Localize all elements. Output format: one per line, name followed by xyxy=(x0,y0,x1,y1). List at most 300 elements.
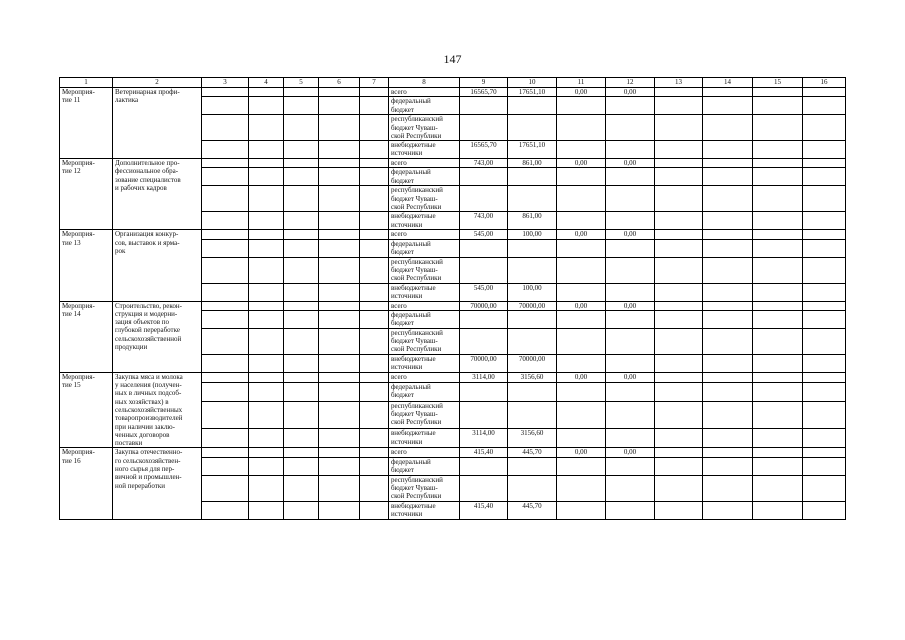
event-name: Организация конкур- сов, выставок и ярма- рок xyxy=(113,230,202,301)
empty-cell xyxy=(360,382,389,401)
column-number: 10 xyxy=(508,78,557,88)
empty-cell xyxy=(360,354,389,372)
empty-cell xyxy=(703,457,753,475)
empty-cell xyxy=(319,257,360,283)
empty-cell xyxy=(249,475,284,501)
funding-source: республиканский бюджет Чуваш- ской Республики xyxy=(389,328,460,354)
amount-c11 xyxy=(557,212,606,230)
empty-cell xyxy=(249,257,284,283)
empty-cell xyxy=(655,257,703,283)
amount-c12: 0,00 xyxy=(606,230,655,239)
empty-cell xyxy=(202,239,249,257)
amount-c11 xyxy=(557,475,606,501)
empty-cell xyxy=(284,115,319,141)
funding-source: внебюджетные источники xyxy=(389,141,460,159)
empty-cell xyxy=(249,230,284,239)
amount-c9 xyxy=(460,382,508,401)
event-name: Закупка мяса и молока у населения (получен- ных в личных подсоб- ных хозяйствах) в сельскохозяйственных товаропроизводителей при наличии заклю- ченных договоров поставки xyxy=(113,372,202,448)
funding-source: всего xyxy=(389,159,460,168)
empty-cell xyxy=(655,501,703,519)
empty-cell xyxy=(202,429,249,448)
amount-c11 xyxy=(557,239,606,257)
funding-source: всего xyxy=(389,88,460,97)
amount-c11 xyxy=(557,354,606,372)
amount-c11 xyxy=(557,382,606,401)
amount-c9: 545,00 xyxy=(460,283,508,301)
column-number: 8 xyxy=(389,78,460,88)
empty-cell xyxy=(655,212,703,230)
empty-cell xyxy=(360,230,389,239)
empty-cell xyxy=(284,310,319,328)
empty-cell xyxy=(655,382,703,401)
empty-cell xyxy=(284,257,319,283)
empty-cell xyxy=(360,168,389,186)
empty-cell xyxy=(319,501,360,519)
event-id: Мероприя- тие 14 xyxy=(60,301,113,372)
column-number: 14 xyxy=(703,78,753,88)
amount-c11 xyxy=(557,328,606,354)
empty-cell xyxy=(803,159,846,168)
table-row xyxy=(60,88,846,97)
empty-cell xyxy=(360,159,389,168)
empty-cell xyxy=(703,401,753,429)
amount-c12 xyxy=(606,382,655,401)
empty-cell xyxy=(703,239,753,257)
empty-cell xyxy=(360,97,389,115)
empty-cell xyxy=(202,501,249,519)
empty-cell xyxy=(202,168,249,186)
empty-cell xyxy=(284,168,319,186)
empty-cell xyxy=(753,97,803,115)
empty-cell xyxy=(655,401,703,429)
empty-cell xyxy=(703,283,753,301)
empty-cell xyxy=(703,501,753,519)
amount-c10 xyxy=(508,257,557,283)
empty-cell xyxy=(202,301,249,310)
column-number: 3 xyxy=(202,78,249,88)
column-number: 5 xyxy=(284,78,319,88)
amount-c11 xyxy=(557,115,606,141)
amount-c11 xyxy=(557,186,606,212)
empty-cell xyxy=(753,372,803,382)
amount-c12 xyxy=(606,475,655,501)
column-number: 2 xyxy=(113,78,202,88)
empty-cell xyxy=(703,448,753,457)
empty-cell xyxy=(319,301,360,310)
empty-cell xyxy=(753,457,803,475)
empty-cell xyxy=(202,401,249,429)
empty-cell xyxy=(803,354,846,372)
amount-c12 xyxy=(606,97,655,115)
empty-cell xyxy=(249,310,284,328)
event-id: Мероприя- тие 15 xyxy=(60,372,113,448)
empty-cell xyxy=(249,354,284,372)
empty-cell xyxy=(202,354,249,372)
column-number: 13 xyxy=(655,78,703,88)
empty-cell xyxy=(655,354,703,372)
empty-cell xyxy=(284,97,319,115)
amount-c9: 743,00 xyxy=(460,212,508,230)
amount-c11: 0,00 xyxy=(557,448,606,457)
event-id: Мероприя- тие 12 xyxy=(60,159,113,230)
empty-cell xyxy=(202,457,249,475)
empty-cell xyxy=(249,401,284,429)
empty-cell xyxy=(753,382,803,401)
column-number: 11 xyxy=(557,78,606,88)
amount-c11 xyxy=(557,401,606,429)
empty-cell xyxy=(319,97,360,115)
empty-cell xyxy=(753,212,803,230)
amount-c10 xyxy=(508,310,557,328)
empty-cell xyxy=(753,88,803,97)
amount-c10 xyxy=(508,239,557,257)
empty-cell xyxy=(803,301,846,310)
funding-source: федеральный бюджет xyxy=(389,382,460,401)
funding-source: республиканский бюджет Чуваш- ской Республики xyxy=(389,257,460,283)
empty-cell xyxy=(319,354,360,372)
empty-cell xyxy=(655,283,703,301)
empty-cell xyxy=(249,141,284,159)
empty-cell xyxy=(753,448,803,457)
empty-cell xyxy=(655,328,703,354)
empty-cell xyxy=(360,239,389,257)
amount-c10: 70000,00 xyxy=(508,301,557,310)
empty-cell xyxy=(803,310,846,328)
empty-cell xyxy=(202,372,249,382)
column-number: 1 xyxy=(60,78,113,88)
empty-cell xyxy=(284,401,319,429)
column-number: 12 xyxy=(606,78,655,88)
empty-cell xyxy=(284,354,319,372)
empty-cell xyxy=(803,212,846,230)
amount-c10 xyxy=(508,168,557,186)
empty-cell xyxy=(360,475,389,501)
empty-cell xyxy=(319,328,360,354)
amount-c10 xyxy=(508,475,557,501)
empty-cell xyxy=(703,168,753,186)
empty-cell xyxy=(753,429,803,448)
page-number: 147 xyxy=(443,52,462,66)
amount-c12: 0,00 xyxy=(606,159,655,168)
amount-c10: 861,00 xyxy=(508,212,557,230)
empty-cell xyxy=(249,372,284,382)
empty-cell xyxy=(284,448,319,457)
empty-cell xyxy=(284,429,319,448)
empty-cell xyxy=(703,141,753,159)
empty-cell xyxy=(360,115,389,141)
empty-cell xyxy=(202,186,249,212)
amount-c12 xyxy=(606,429,655,448)
empty-cell xyxy=(319,457,360,475)
funding-source: федеральный бюджет xyxy=(389,457,460,475)
empty-cell xyxy=(753,328,803,354)
empty-cell xyxy=(249,168,284,186)
empty-cell xyxy=(753,141,803,159)
empty-cell xyxy=(319,448,360,457)
empty-cell xyxy=(655,457,703,475)
amount-c12 xyxy=(606,457,655,475)
amount-c9 xyxy=(460,186,508,212)
empty-cell xyxy=(655,186,703,212)
empty-cell xyxy=(655,239,703,257)
empty-cell xyxy=(202,230,249,239)
empty-cell xyxy=(202,310,249,328)
empty-cell xyxy=(319,310,360,328)
empty-cell xyxy=(284,475,319,501)
event-id: Мероприя- тие 11 xyxy=(60,88,113,159)
empty-cell xyxy=(803,257,846,283)
empty-cell xyxy=(803,448,846,457)
amount-c9: 16565,70 xyxy=(460,141,508,159)
amount-c9 xyxy=(460,257,508,283)
funding-source: федеральный бюджет xyxy=(389,97,460,115)
empty-cell xyxy=(753,168,803,186)
empty-cell xyxy=(360,301,389,310)
empty-cell xyxy=(319,475,360,501)
table-row xyxy=(60,372,846,382)
funding-source: федеральный бюджет xyxy=(389,239,460,257)
empty-cell xyxy=(360,401,389,429)
empty-cell xyxy=(753,230,803,239)
funding-source: федеральный бюджет xyxy=(389,168,460,186)
amount-c11: 0,00 xyxy=(557,88,606,97)
funding-source: всего xyxy=(389,301,460,310)
empty-cell xyxy=(753,257,803,283)
column-number: 7 xyxy=(360,78,389,88)
amount-c11 xyxy=(557,429,606,448)
empty-cell xyxy=(753,401,803,429)
empty-cell xyxy=(319,429,360,448)
empty-cell xyxy=(655,159,703,168)
amount-c11 xyxy=(557,501,606,519)
event-id: Мероприя- тие 13 xyxy=(60,230,113,301)
empty-cell xyxy=(655,429,703,448)
empty-cell xyxy=(703,354,753,372)
funding-source: республиканский бюджет Чуваш- ской Республики xyxy=(389,475,460,501)
amount-c9: 70000,00 xyxy=(460,354,508,372)
amount-c10: 70000,00 xyxy=(508,354,557,372)
empty-cell xyxy=(202,88,249,97)
empty-cell xyxy=(202,448,249,457)
empty-cell xyxy=(360,283,389,301)
empty-cell xyxy=(703,212,753,230)
amount-c10: 445,70 xyxy=(508,448,557,457)
amount-c12: 0,00 xyxy=(606,372,655,382)
empty-cell xyxy=(655,310,703,328)
amount-c10: 3156,60 xyxy=(508,372,557,382)
empty-cell xyxy=(703,88,753,97)
empty-cell xyxy=(284,88,319,97)
amount-c12 xyxy=(606,257,655,283)
funding-source: всего xyxy=(389,372,460,382)
empty-cell xyxy=(249,115,284,141)
event-name: Дополнительное про- фессиональное обра- зование специалистов и рабочих кадров xyxy=(113,159,202,230)
empty-cell xyxy=(703,382,753,401)
empty-cell xyxy=(360,141,389,159)
empty-cell xyxy=(284,186,319,212)
amount-c12 xyxy=(606,141,655,159)
empty-cell xyxy=(655,372,703,382)
empty-cell xyxy=(202,382,249,401)
empty-cell xyxy=(360,88,389,97)
funding-source: республиканский бюджет Чуваш- ской Республики xyxy=(389,186,460,212)
empty-cell xyxy=(360,212,389,230)
empty-cell xyxy=(249,501,284,519)
empty-cell xyxy=(284,239,319,257)
amount-c11: 0,00 xyxy=(557,301,606,310)
empty-cell xyxy=(360,372,389,382)
empty-cell xyxy=(284,301,319,310)
amount-c9: 3114,00 xyxy=(460,429,508,448)
empty-cell xyxy=(202,328,249,354)
empty-cell xyxy=(249,212,284,230)
amount-c12 xyxy=(606,115,655,141)
empty-cell xyxy=(284,283,319,301)
empty-cell xyxy=(753,115,803,141)
empty-cell xyxy=(284,159,319,168)
empty-cell xyxy=(319,212,360,230)
amount-c9: 545,00 xyxy=(460,230,508,239)
amount-c11: 0,00 xyxy=(557,159,606,168)
amount-c9 xyxy=(460,310,508,328)
empty-cell xyxy=(202,257,249,283)
empty-cell xyxy=(703,115,753,141)
empty-cell xyxy=(284,212,319,230)
empty-cell xyxy=(803,501,846,519)
empty-cell xyxy=(249,457,284,475)
empty-cell xyxy=(753,239,803,257)
empty-cell xyxy=(655,141,703,159)
empty-cell xyxy=(703,186,753,212)
amount-c11 xyxy=(557,97,606,115)
empty-cell xyxy=(360,257,389,283)
amount-c11 xyxy=(557,310,606,328)
program-funding-table xyxy=(59,77,846,520)
funding-source: республиканский бюджет Чуваш- ской Республики xyxy=(389,115,460,141)
empty-cell xyxy=(803,283,846,301)
empty-cell xyxy=(360,457,389,475)
column-number: 16 xyxy=(803,78,846,88)
amount-c10: 17651,10 xyxy=(508,141,557,159)
empty-cell xyxy=(319,141,360,159)
amount-c9: 70000,00 xyxy=(460,301,508,310)
empty-cell xyxy=(202,141,249,159)
amount-c12 xyxy=(606,283,655,301)
amount-c9 xyxy=(460,328,508,354)
empty-cell xyxy=(249,239,284,257)
empty-cell xyxy=(803,372,846,382)
amount-c9: 415,40 xyxy=(460,501,508,519)
amount-c11: 0,00 xyxy=(557,372,606,382)
amount-c10: 3156,60 xyxy=(508,429,557,448)
amount-c10 xyxy=(508,186,557,212)
empty-cell xyxy=(703,328,753,354)
empty-cell xyxy=(284,457,319,475)
empty-cell xyxy=(655,115,703,141)
amount-c12 xyxy=(606,212,655,230)
empty-cell xyxy=(703,159,753,168)
amount-c9 xyxy=(460,97,508,115)
empty-cell xyxy=(360,429,389,448)
empty-cell xyxy=(249,283,284,301)
funding-source: всего xyxy=(389,448,460,457)
empty-cell xyxy=(655,88,703,97)
empty-cell xyxy=(319,401,360,429)
amount-c9: 743,00 xyxy=(460,159,508,168)
empty-cell xyxy=(803,239,846,257)
empty-cell xyxy=(202,159,249,168)
empty-cell xyxy=(284,141,319,159)
amount-c11 xyxy=(557,141,606,159)
empty-cell xyxy=(284,382,319,401)
empty-cell xyxy=(249,186,284,212)
amount-c12: 0,00 xyxy=(606,448,655,457)
empty-cell xyxy=(249,97,284,115)
amount-c12 xyxy=(606,186,655,212)
funding-source: внебюджетные источники xyxy=(389,501,460,519)
empty-cell xyxy=(319,372,360,382)
empty-cell xyxy=(703,230,753,239)
amount-c10 xyxy=(508,457,557,475)
amount-c10 xyxy=(508,328,557,354)
amount-c9 xyxy=(460,457,508,475)
amount-c9 xyxy=(460,475,508,501)
funding-source: внебюджетные источники xyxy=(389,429,460,448)
amount-c10 xyxy=(508,97,557,115)
empty-cell xyxy=(753,159,803,168)
table-row xyxy=(60,301,846,310)
empty-cell xyxy=(319,159,360,168)
amount-c10: 861,00 xyxy=(508,159,557,168)
empty-cell xyxy=(319,239,360,257)
amount-c10: 100,00 xyxy=(508,283,557,301)
column-number-row xyxy=(60,78,846,88)
empty-cell xyxy=(803,141,846,159)
empty-cell xyxy=(753,501,803,519)
empty-cell xyxy=(655,168,703,186)
empty-cell xyxy=(803,97,846,115)
empty-cell xyxy=(360,186,389,212)
empty-cell xyxy=(753,354,803,372)
table-row xyxy=(60,230,846,239)
amount-c12 xyxy=(606,310,655,328)
amount-c12 xyxy=(606,354,655,372)
empty-cell xyxy=(703,310,753,328)
empty-cell xyxy=(803,457,846,475)
empty-cell xyxy=(249,159,284,168)
empty-cell xyxy=(803,115,846,141)
empty-cell xyxy=(284,328,319,354)
table-row xyxy=(60,159,846,168)
empty-cell xyxy=(319,115,360,141)
empty-cell xyxy=(655,475,703,501)
empty-cell xyxy=(803,88,846,97)
empty-cell xyxy=(360,448,389,457)
empty-cell xyxy=(803,230,846,239)
column-number: 9 xyxy=(460,78,508,88)
amount-c11: 0,00 xyxy=(557,230,606,239)
empty-cell xyxy=(249,301,284,310)
amount-c12 xyxy=(606,168,655,186)
empty-cell xyxy=(202,283,249,301)
empty-cell xyxy=(249,88,284,97)
amount-c10 xyxy=(508,401,557,429)
column-number: 15 xyxy=(753,78,803,88)
empty-cell xyxy=(753,283,803,301)
empty-cell xyxy=(319,230,360,239)
empty-cell xyxy=(202,475,249,501)
empty-cell xyxy=(753,301,803,310)
